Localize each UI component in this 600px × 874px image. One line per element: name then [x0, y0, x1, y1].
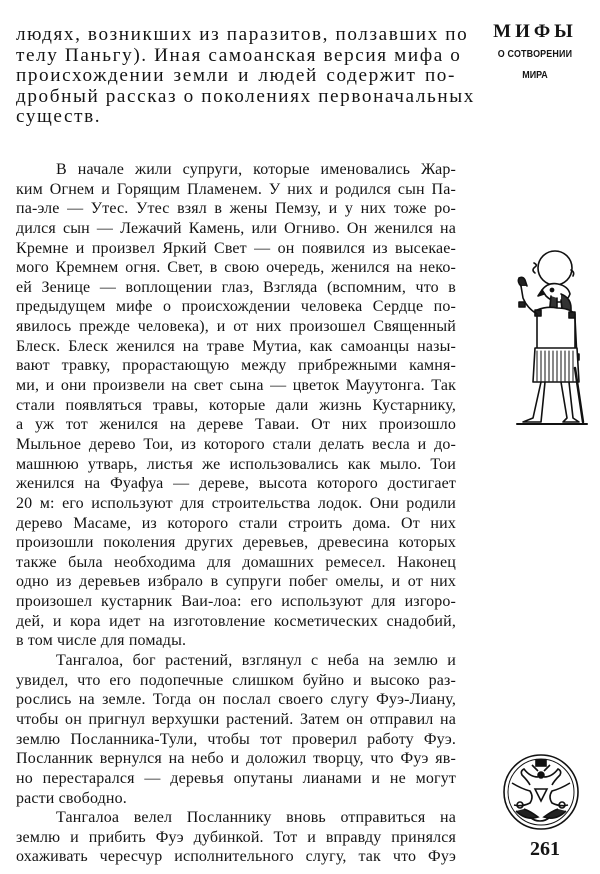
text-line: дей, и кора идет на изготовление косметических снадобий, [16, 612, 456, 630]
text-line: произошел кустарник Ваи-лоа: его используют для изгоро- [16, 593, 456, 611]
text-line: увидел, что его подопечные слишком буйно и высоко раз- [16, 671, 456, 689]
text-line: телу Паньгу). Иная самоанская версия мифа о [16, 44, 462, 66]
paragraph-1 [16, 160, 456, 651]
text-line: чтобы он пригнул верхушки растений. Затем он отправил на [16, 710, 456, 728]
text-line: В начале жили супруги, которые именовались Жар- [56, 161, 456, 178]
text-line: рослись на земле. Тогда он послал своего слугу Фуэ-Лиану, [16, 691, 456, 709]
text-line: явилось прежде человека), и от них произошел Священный [16, 318, 456, 336]
text-line: дерево Масаме, из которого стали строить дома. От них [16, 514, 456, 532]
text-line: расти свободно. [16, 789, 127, 807]
text-line: дробный рассказ о поколениях первоначальных [16, 85, 475, 107]
text-line: па-эле — Утес. Утес взял в жены Пемзу, и у них тоже ро- [16, 200, 456, 218]
text-line: Мыльное дерево Тои, из которого стали делать весла и до- [16, 435, 456, 453]
text-line: Блеск. Блеск женился на траве Мутиа, как самоанцы назы- [16, 337, 456, 355]
text-line: одно из деревьев избрало в супруги побег омелы, и от них [16, 573, 456, 591]
text-line: существ. [16, 106, 102, 128]
text-line: Тангалоа велел Посланнику вновь отправиться на [56, 809, 456, 827]
paragraph-3 [16, 808, 456, 867]
text-line: происхождении земли и людей содержит по- [16, 65, 456, 87]
text-line: а уж тот женился на дереве Таваи. От них произошло [16, 416, 456, 434]
text-line: охаживать чересчур исполнительного слугу, так что Фуэ [16, 848, 456, 866]
text-line: дился сын — Лежачий Камень, или Огниво. Он женился на [16, 219, 456, 237]
egyptian-deity-icon [495, 248, 595, 428]
paragraph-2 [16, 651, 456, 808]
text-line: произошли поколения других деревьев, древесина которых [16, 534, 456, 552]
page-number: 261 [530, 838, 560, 860]
text-line: стали появляться травы, которые дали жизнь Кустарнику, [16, 396, 456, 414]
text-line: ей Зенице — воплощении глаз, Взгляда (вспомним, что в [16, 278, 456, 296]
text-line: также была необходима для домашних ремесел. Наконец [16, 553, 456, 571]
section-title: МИФЫ [493, 21, 577, 42]
text-line: ми, и они произвели на свет сына — цветок Мауутонга. Так [16, 377, 456, 395]
text-line: вают травку, прорастающую между прибрежными камня- [16, 357, 456, 375]
text-line: женился на Фуафуа — дереве, высота которого достигает [16, 475, 456, 493]
text-line: мого Кремнем огня. Свет, в свою очередь, женился на неко- [16, 259, 456, 277]
text-line: машнюю утварь, листья же использовались как мыло. Тои [16, 455, 456, 473]
text-line: ким Огнем и Горящим Пламенем. У них и родился сын Па- [16, 180, 456, 198]
section-subtitle: О СОТВОРЕНИИ [497, 48, 573, 60]
text-line: Посланник вернулся на небо и доложил творцу, что Фуэ яв- [16, 750, 456, 768]
text-line: в том числе для помады. [16, 632, 187, 650]
circular-ornament-icon [502, 753, 580, 831]
intro-paragraph [16, 24, 475, 128]
text-line: Кремне и произвел Яркий Свет — он появился из высекае- [16, 239, 456, 257]
text-line: землю и прибить Фуэ дубинкой. Тот и вправду принялся [16, 828, 456, 846]
text-line: землю Посланника-Тули, чтобы тот проверил работу Фуэ. [16, 730, 456, 748]
text-line: 20 м: его используют для строительства лодок. Они родили [16, 494, 456, 512]
text-line: Тангалоа, бог растений, взглянул с неба на землю и [56, 652, 456, 670]
text-line: но перестарался — деревья опутаны лианами и не могут [16, 769, 456, 787]
text-line: предыдущем мифе о происхождении человека Сердце по- [16, 298, 456, 316]
section-subtitle: МИРА [522, 69, 548, 81]
text-line: людях, возникших из паразитов, ползавших по [16, 24, 469, 45]
body-text [16, 160, 456, 867]
